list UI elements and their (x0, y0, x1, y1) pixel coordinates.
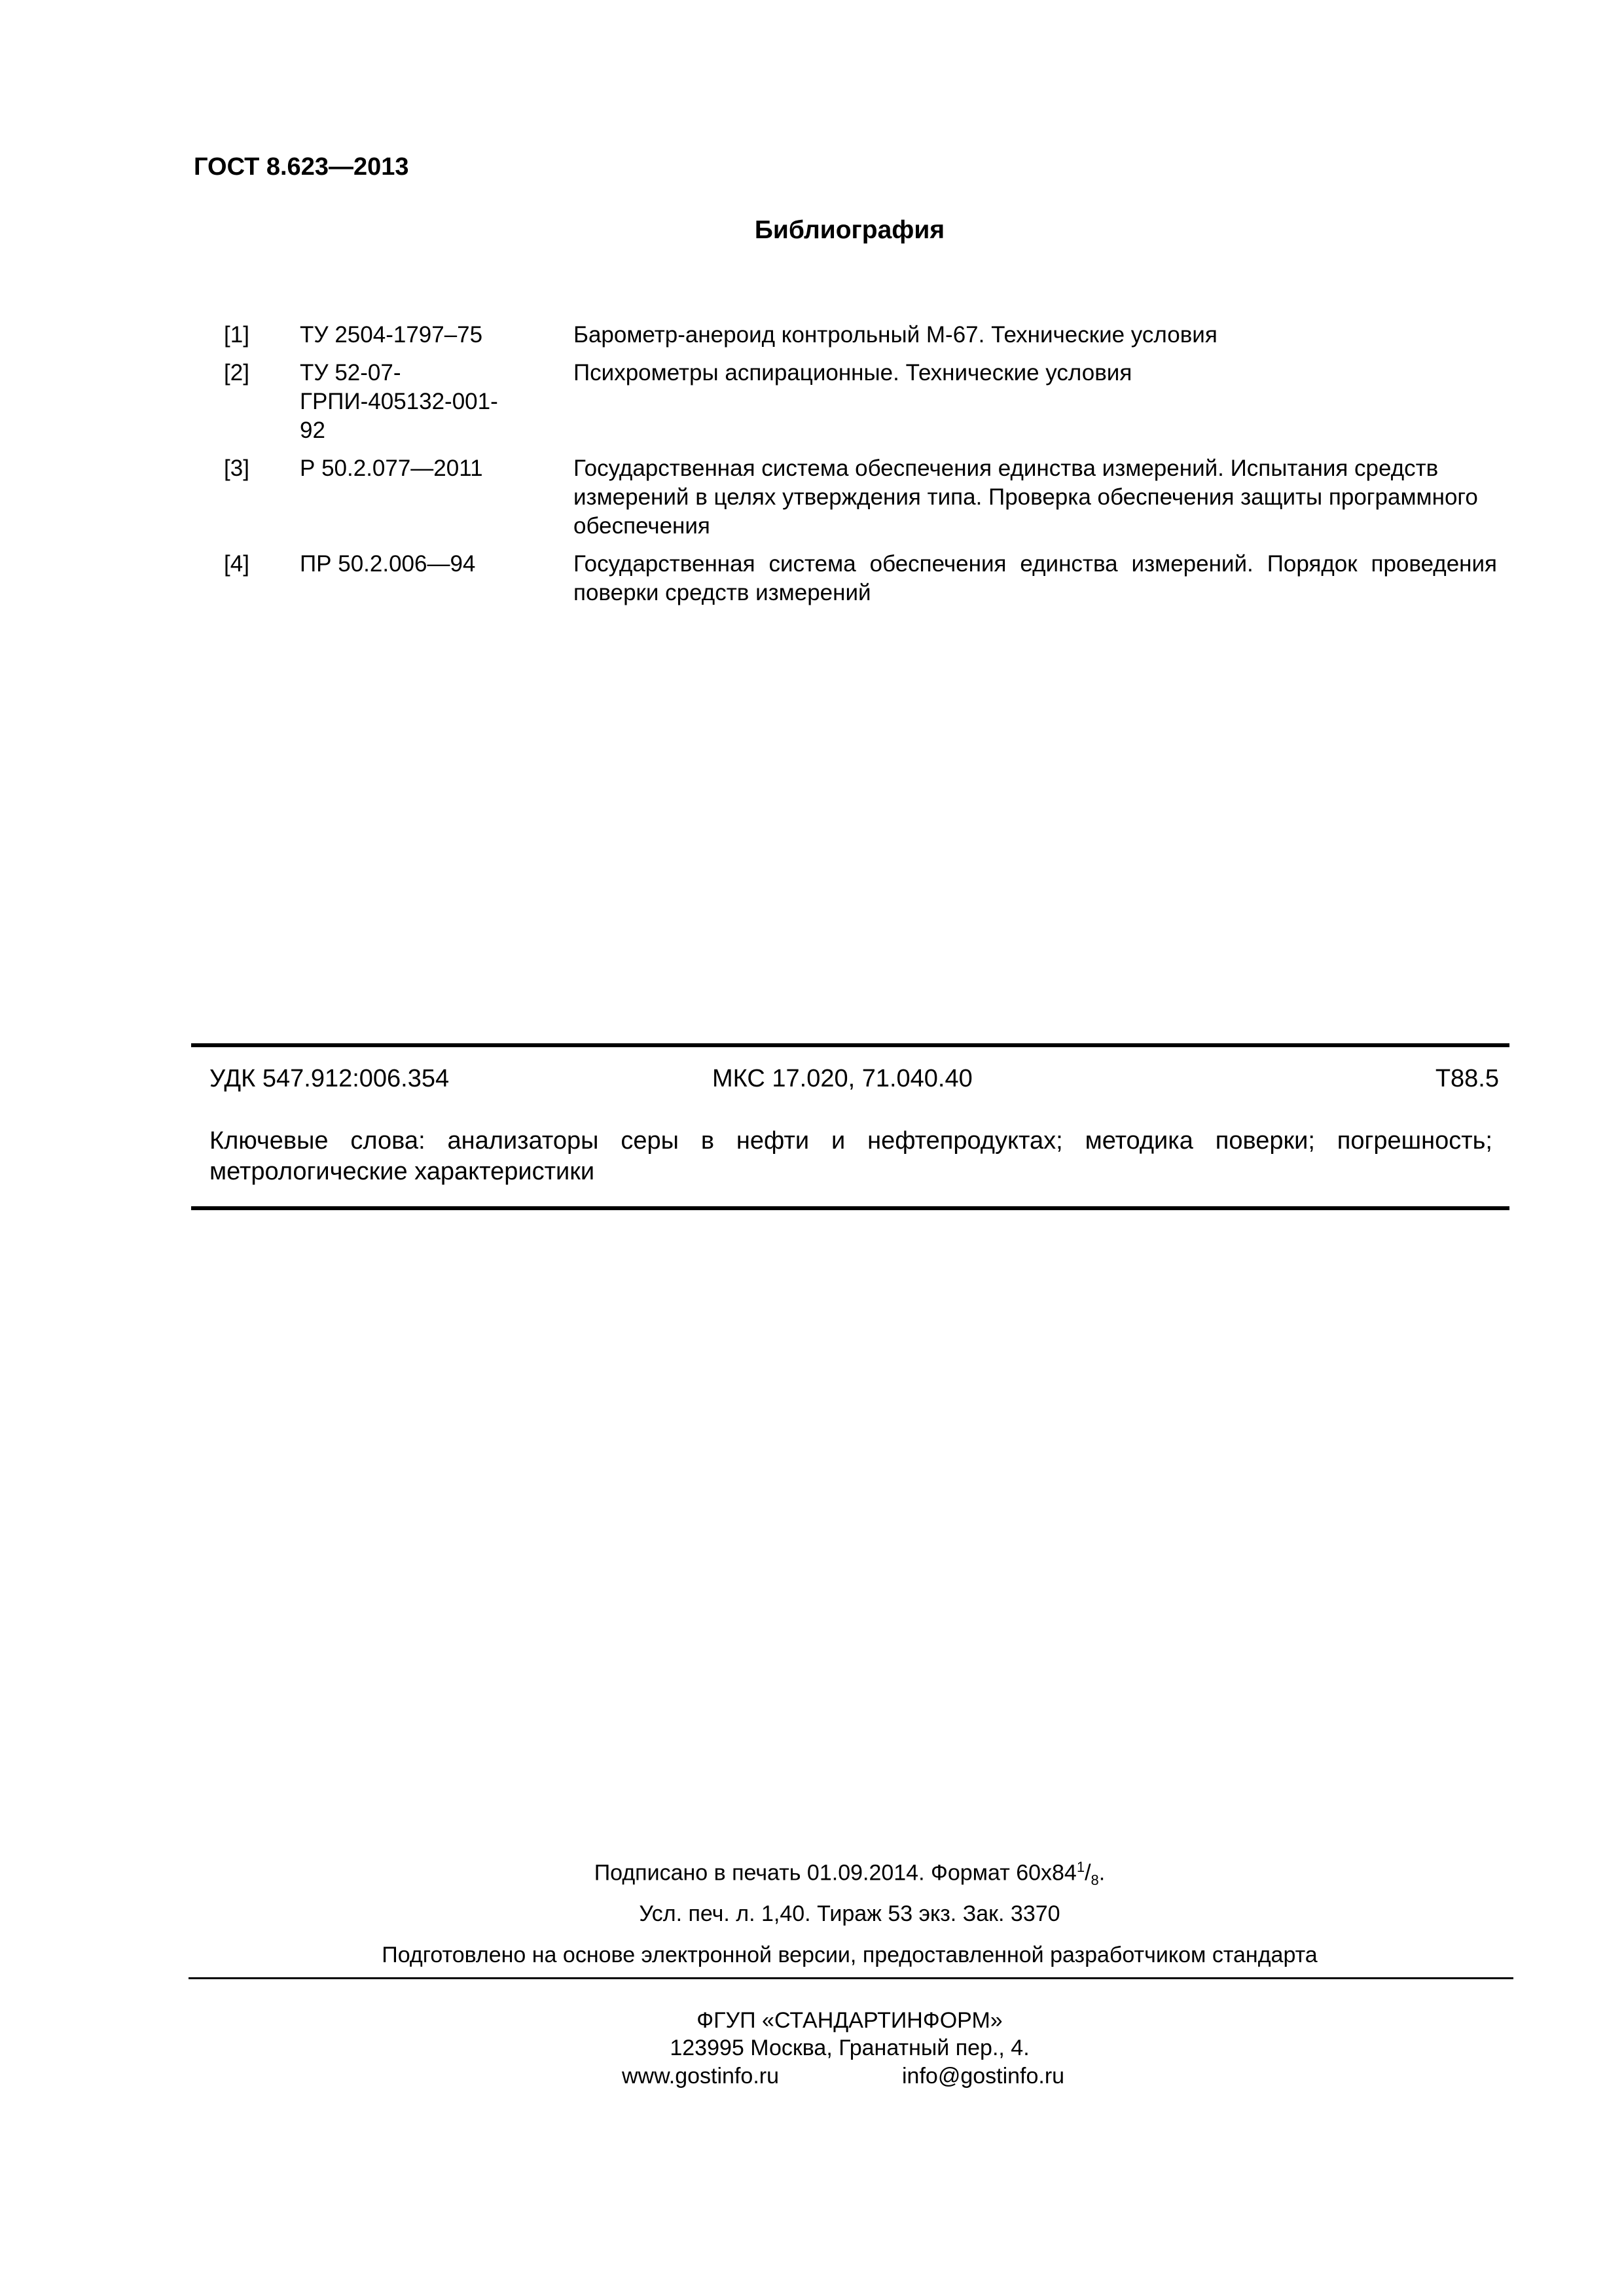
imprint-print-info: Усл. печ. л. 1,40. Тираж 53 экз. Зак. 3370 (639, 1901, 1060, 1926)
entry-text: Государственная система обеспечения единства измерений. Испытания средств измерений в целях утверждения типа. Проверка обеспечения защиты программного обеспечения (573, 456, 1478, 539)
udk-code: УДК 547.912:006.354 (209, 1065, 450, 1092)
imprint-signed: Подписано в печать 01.09.2014. Формат $60х84^1/_8$. (594, 1859, 1106, 1889)
signed-prefix: Подписано в печать 01.09.2014. Формат 60х84 (594, 1860, 1077, 1886)
mks-code: МКС 17.020, 71.040.40 (712, 1065, 973, 1092)
publisher-email-link[interactable]: info@gostinfo.ru (902, 2064, 1065, 2089)
entry-number: [2] (224, 360, 249, 386)
format-numerator: 1 (1076, 1859, 1085, 1875)
imprint-prepared: Подготовлено на основе электронной версии, предоставленной разработчиком стандарта (382, 1943, 1318, 1967)
bibliography-entry (224, 321, 1497, 350)
entry-text: Барометр-анероид контрольный М-67. Технические условия (573, 322, 1218, 348)
format-denominator: 8 (1091, 1872, 1099, 1889)
bibliography-list (224, 321, 1497, 617)
document-code: ГОСТ 8.623—2013 (194, 153, 409, 181)
divider-top (191, 1043, 1509, 1047)
bibliography-title: Библиография (754, 216, 945, 244)
entry-number: [4] (224, 551, 249, 577)
bibliography-entry (224, 359, 1497, 445)
okstu-code: Т88.5 (1435, 1065, 1499, 1092)
signed-suffix: . (1098, 1860, 1106, 1886)
bibliography-entry (224, 550, 1497, 607)
publisher-address: 123995 Москва, Гранатный пер., 4. (670, 2036, 1030, 2060)
entry-code: ТУ 2504-1797–75 (300, 322, 483, 348)
divider-bottom (191, 1206, 1509, 1210)
entry-code: ТУ 52-07-ГРПИ-405132-001-92 (300, 360, 498, 443)
entry-code: ПР 50.2.006—94 (300, 551, 476, 577)
publisher-name: ФГУП «СТАНДАРТИНФОРМ» (696, 2008, 1003, 2033)
divider-footer (189, 1977, 1513, 1979)
publisher-website-link[interactable]: www.gostinfo.ru (622, 2064, 779, 2089)
keywords: Ключевые слова: анализаторы серы в нефти и нефтепродуктах; методика поверки; погрешность; метрологические характеристики (209, 1127, 1492, 1185)
entry-number: [3] (224, 456, 249, 481)
entry-text: Государственная система обеспечения единства измерений. Порядок проведения поверки средств измерений (573, 551, 1497, 605)
bibliography-entry (224, 454, 1497, 541)
entry-text: Психрометры аспирационные. Технические условия (573, 360, 1132, 386)
entry-number: [1] (224, 322, 249, 348)
entry-code: Р 50.2.077—2011 (300, 456, 483, 481)
